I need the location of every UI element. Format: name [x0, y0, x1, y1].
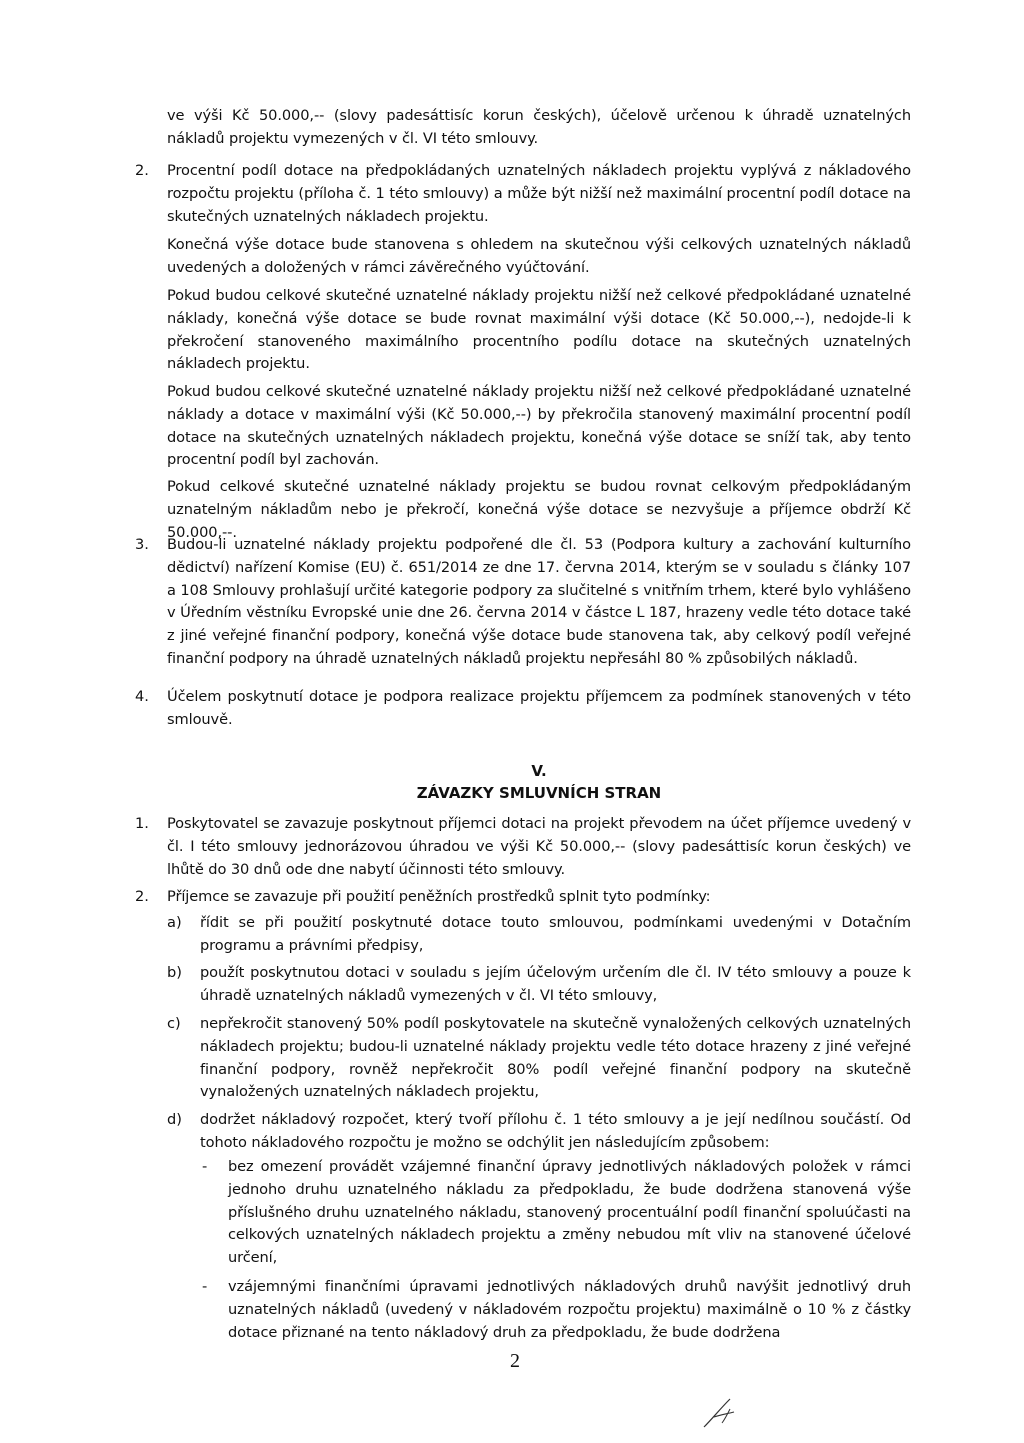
subitem-b: použít poskytnutou dotaci v souladu s jejím účelovým určením dle čl. IV této smlouvy a pouze k úhradě uznatelných nákladů vymezených v čl. VI této smlouvy,	[200, 964, 911, 1004]
section-item-number-1: 1.	[135, 815, 149, 832]
item-number-3: 3.	[135, 536, 149, 553]
section-title: ZÁVAZKY SMLUVNÍCH STRAN	[416, 784, 662, 802]
dash-item-2: vzájemnými finančními úpravami jednotlivých nákladových druhů navýšit jednotlivý druh uznatelných nákladů (uvedený v nákladovém rozpočtu projektu) maximálně o 10 % z částky dotace přiznané na tento nákladový druh za předpokladu, že bude dodržena	[228, 1278, 911, 1341]
section-item-2: Příjemce se zavazuje při použití peněžních prostředků splnit tyto podmínky:	[167, 888, 711, 905]
paragraph-2b: Konečná výše dotace bude stanovena s ohledem na skutečnou výši celkových uznatelných nákladů uvedených a doložených v rámci závěrečného vyúčtování.	[167, 236, 911, 276]
section-item-number-2: 2.	[135, 888, 149, 905]
paragraph-2c: Pokud budou celkové skutečné uznatelné náklady projektu nižší než celkové předpokládané uznatelné náklady, konečná výše dotace se bude rovnat maximální výši dotace (Kč 50.000,--), nedojde-li k překročení stanoveného maximálního procentního podílu dotace na skutečných uznatelných nákladech projektu.	[167, 287, 911, 373]
dash-item-1-mark: -	[202, 1158, 208, 1175]
paragraph-2d: Pokud budou celkové skutečné uznatelné náklady projektu nižší než celkové předpokládané uznatelné náklady a dotace v maximální výši (Kč 50.000,--) by překročila stanovený maximální procentní podíl dotace na skutečných uznatelných nákladech projektu, konečná výše dotace se sníží tak, aby tento procentní podíl byl zachován.	[167, 383, 911, 469]
page-number: 2	[510, 1350, 520, 1372]
item-number-4: 4.	[135, 688, 149, 705]
subitem-c: nepřekročit stanovený 50% podíl poskytovatele na skutečně vynaložených celkových uznatelných nákladech projektu; budou-li uznatelné náklady projektu vedle této dotace hrazeny z jiné veřejné finanční podpory, rovněž nepřekročit 80% podíl veřejné finanční podpory na skutečně vynaložených uznatelných nákladech projektu,	[200, 1015, 911, 1101]
paragraph-4: Účelem poskytnutí dotace je podpora realizace projektu příjemcem za podmínek stanovených v této smlouvě.	[167, 688, 911, 728]
paragraph-3: Budou-li uznatelné náklady projektu podpořené dle čl. 53 (Podpora kultury a zachování kulturního dědictví) nařízení Komise (EU) č. 651/2014 ze dne 17. června 2014, kterým se v souladu s články 107 a 108 Smlouvy prohlašují určité kategorie podpory za slučitelné s vnitřním trhem, které bylo vyhlášeno v Úředním věstníku Evropské unie dne 26. června 2014 v částce L 187, hrazeny vedle této dotace také z jiné veřejné finanční podpory, konečná výše dotace bude stanovena tak, aby celkový podíl veřejné finanční podpory na úhradě uznatelných nákladů projektu nepřesáhl 80 % způsobilých nákladů.	[167, 536, 911, 667]
subitem-letter-a: a)	[167, 914, 182, 931]
dash-item-1: bez omezení provádět vzájemné finanční úpravy jednotlivých nákladových položek v rámci jednoho druhu uznatelného nákladu za předpokladu, že bude dodržena stanovená výše příslušného druhu uznatelného nákladu, stanovený procentuální podíl finanční spoluúčasti na celkových uznatelných nákladech projektu a změny nebudou mít vliv na stanovené účelové určení,	[228, 1158, 911, 1267]
dash-item-2-mark: -	[202, 1278, 208, 1295]
subitem-d: dodržet nákladový rozpočet, který tvoří přílohu č. 1 této smlouvy a je její nedílnou součástí. Od tohoto nákladového rozpočtu je možno se odchýlit jen následujícím způsobem:	[200, 1111, 911, 1151]
subitem-letter-d: d)	[167, 1111, 182, 1128]
subitem-letter-c: c)	[167, 1015, 181, 1032]
item-number-2: 2.	[135, 162, 149, 179]
subitem-a: řídit se při použití poskytnuté dotace touto smlouvou, podmínkami uvedenými v Dotačním programu a právními předpisy,	[200, 914, 911, 954]
initials-signature-icon	[700, 1395, 740, 1431]
intro-paragraph: ve výši Kč 50.000,-- (slovy padesáttisíc korun českých), účelově určenou k úhradě uznatelných nákladů projektu vymezených v čl. VI této smlouvy.	[167, 107, 911, 147]
subitem-letter-b: b)	[167, 964, 182, 981]
paragraph-2e: Pokud celkové skutečné uznatelné náklady projektu se budou rovnat celkovým předpokládaným uznatelným nákladům nebo je překročí, konečná výše dotace se nezvyšuje a příjemce obdrží Kč 50.000,--.	[167, 478, 911, 541]
paragraph-2: Procentní podíl dotace na předpokládaných uznatelných nákladech projektu vyplývá z nákladového rozpočtu projektu (příloha č. 1 této smlouvy) a může být nižší než maximální procentní podíl dotace na skutečných uznatelných nákladech projektu.	[167, 162, 911, 225]
section-item-1: Poskytovatel se zavazuje poskytnout příjemci dotaci na projekt převodem na účet příjemce uvedený v čl. I této smlouvy jednorázovou úhradou ve výši Kč 50.000,-- (slovy padesáttisíc korun českých) ve lhůtě do 30 dnů ode dne nabytí účinnosti této smlouvy.	[167, 815, 911, 878]
section-number: V.	[531, 762, 547, 780]
